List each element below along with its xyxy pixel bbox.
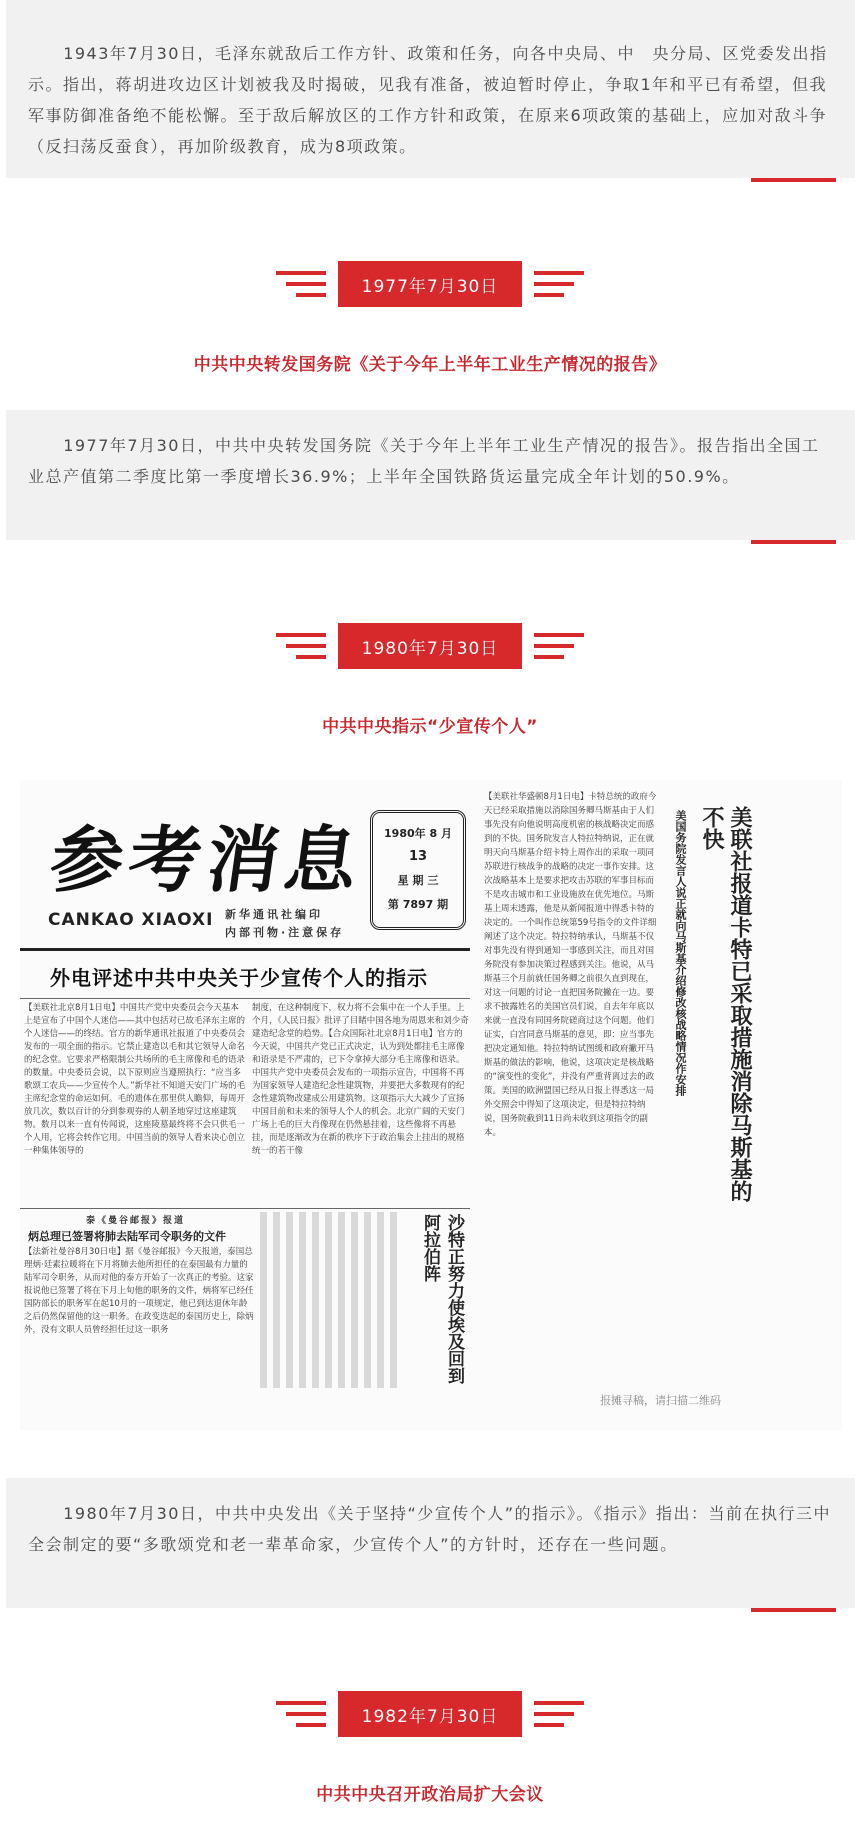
event-subtitle-1977: 中共中央转发国务院《关于今年上半年工业生产情况的报告》 [193,355,667,375]
event-card-1977 [6,410,855,540]
event-subtitle-1980: 中共中央指示“少宣传个人” [322,717,538,737]
lower-rule [20,1208,470,1209]
newspaper-clipping-image [20,780,842,1430]
newspaper-caption: 报摊寻稿，请扫描二维码 [600,1394,721,1407]
masthead-rule [20,948,470,951]
article-body-lower: 【法新社曼谷8月30日电】据《曼谷邮报》今天报道，泰国总理炳·廷素拉暖将在下月将肺去他所担任的在泰国最有力量的陆军司令职务，从而对他的泰方开始了一次真正的考验。这家报说他已签署了将在下月上旬他的职务的文件，炳将军已经任国防部长的职务军在起10月的一项规定，他已到达退休年龄之后仍然保留他的这一职务。在政变迭起的泰国历史上，除炳外，没有文职人员曾经担任过这一职务 [24,1247,254,1335]
event-text-1977: 1977年7月30日，中共中央转发国务院《关于今年上半年工业生产情况的报告》。报告指出全国工业总产值第二季度比第一季度增长36.9%；上半年全国铁路货运量完成全年计划的50.9%。 [28,436,820,486]
issue-date: 1980年 8 月 [384,827,452,840]
banner-right-bars [534,1701,584,1727]
issue-number: 第 7897 期 [387,898,449,911]
event-text-1980: 1980年7月30日，中共中央发出《关于坚持“少宣传个人”的指示》。《指示》指出：当前在执行三中全会制定的要“多歌颂党和老一辈革命家，少宣传个人”的方针时，还存在一些问题。 [28,1504,832,1554]
date-banner-1977 [0,258,860,310]
lower-vertical-columns [260,1212,400,1388]
issue-day: 13 [408,849,428,864]
article-body-right: 【美联社华盛顿8月1日电】卡特总统的政府今天已经采取措施以消除国务卿马斯基由于人们事先没有向他说明高度机密的核战略决定而感到的不快。国务院发言人特拉特纳说，正在就明天向马斯基介绍卡特上周作出的采取一项同苏联进行核战争的战略的决定一事作安排。这次战略基本上是要求把攻击苏联的军事目标而不是攻击城市和工业设施放在优先地位。马斯基上周末透露，他是从新闻报道中得悉卡特的决定的。一个叫作总统第59号指令的文件详细阐述了这个决定。特拉特纳承认，马斯基不仅对事先没有得到通知一事感到关注，而且对国务院没有参加决策过程感到关注。他说，从马斯基三个月前就任国务卿之前很久直到现在，对这一问题的讨论一直把国务院撇在一边。要求不披露姓名的美国官员们说，自去年年底以来就一直没有同国务院磋商过这个问题。他们证实，白宫同意马斯基的意见，即：应当事先把决定通知他。特拉特纳试图缓和政府撇开马斯基的做法的影响，他说，这项决定是核战略的“演变性的变化”，并没有严重背离过去的政策。美国的欧洲盟国已经从日报上得悉这一局外交照会中得知了这项决定，但是特拉特纳说，国务院截到11日尚未收到这项指令的副本。 [484,792,657,1138]
date-banner-1982 [0,1688,860,1740]
card-underline [751,540,836,544]
card-underline [751,178,836,182]
issue-weekday: 星 期 三 [397,874,439,887]
date-label-1982: 1982年7月30日 [338,1691,522,1737]
right-subhead: 美国务院发言人说正就向马斯基介绍修改核战略情况作安排 [674,810,687,1096]
lower-title: 炳总理已签署将肺去陆军司令职务的文件 [28,1230,226,1243]
banner-left-bars [276,1701,326,1727]
headline-rule [20,998,470,999]
event-card-1980 [6,1478,855,1608]
event-text-1943: 1943年7月30日，毛泽东就敌后工作方针、政策和任务，向各中央局、中 央分局、区党委发出指示。指出，蒋胡进攻边区计划被我及时揭破，见我有准备，被迫暂时停止，争取1年和平已有希望，但我军事防御准备绝不能松懈。至于敌后解放区的工作方针和政策，在原来6项政策的基础上，应加对敌斗争（反扫荡反蚕食），再加阶级教育，成为8项政策。 [28,44,828,156]
newspaper-pinyin: CANKAO XIAOXI [48,910,214,930]
card-underline [751,1608,836,1612]
date-label-1977: 1977年7月30日 [338,261,522,307]
issue-date-box [370,810,466,930]
banner-left-bars [276,633,326,659]
event-subtitle-1982: 中共中央召开政治局扩大会议 [316,1785,544,1805]
newspaper-headline: 外电评述中共中央关于少宣传个人的指示 [50,966,428,990]
date-banner-1980 [0,620,860,672]
newspaper-masthead: 参考消息 [45,817,370,902]
date-label-1980: 1980年7月30日 [338,623,522,669]
article-body-left: 【美联社北京8月1日电】中国共产党中央委员会今天基本上是宣布了中国个人迷信——其中包括对已故毛泽东主席的个人迷信——的终结。官方的新华通讯社报道了中央委员会发布的一项全面的指示。它禁止建造以毛和其它领导人命名的纪念堂。它要求严格限制公共场所的毛主席像和毛的语录的数量。中央委员会说，以下原则应当遵照执行：“应当多歌颂工农兵——少宣传个人。”新华社不知道天安门广场的毛主席纪念堂的命运如何。毛的遗体在那里供人瞻仰，每周开放几次，数以百计的分到参观券的人朝圣地穿过这座建筑物。数月以来一直有传闻说，这座陵墓最终将不会只供毛一个人用，它将会转作它用。中国当前的领导人看来决心创立一种集体领导的 [24,1003,246,1156]
banner-right-bars [534,271,584,297]
event-card-1943 [6,0,855,178]
lower-kicker: 泰《曼谷邮报》报道 [86,1216,186,1226]
publisher-line-2: 内部刊物·注意保存 [225,926,345,939]
lower-headline: 沙特正努力使埃及回到阿拉伯阵 [420,1214,464,1384]
right-headline: 美联社报道卡特已采取措施消除马斯基的不快 [699,806,753,1202]
article-body-mid: 制度，在这种制度下，权力将不会集中在一个人手里。上个月，《人民日报》批评了目睹中国各地为周恩来和刘少奇建造纪念堂的趋势。【合众国际社北京8月1日电】官方的今天说，中国共产党已正式决定，认为到处都挂毛主席像和语录是不严肃的，已下令拿掉大部分毛主席像和语录。中国共产党中央委员会发布的一项指示宣告，中国将不再为国家领导人建造纪念性建筑物，并要把大多数现有的纪念性建筑物改建成公用建筑物。这项指示大大减少了宣扬中国目前和未来的领导人个人的机会。北京广阔的天安门广场上毛的巨大肖像现在仍然悬挂着，这些像将不再悬挂，而是逐渐改为在新的秩序下于政治集会上挂出的规格统一的若干像 [252,1003,469,1156]
publisher-line-1: 新华通讯社编印 [225,908,323,921]
banner-right-bars [534,633,584,659]
banner-left-bars [276,271,326,297]
